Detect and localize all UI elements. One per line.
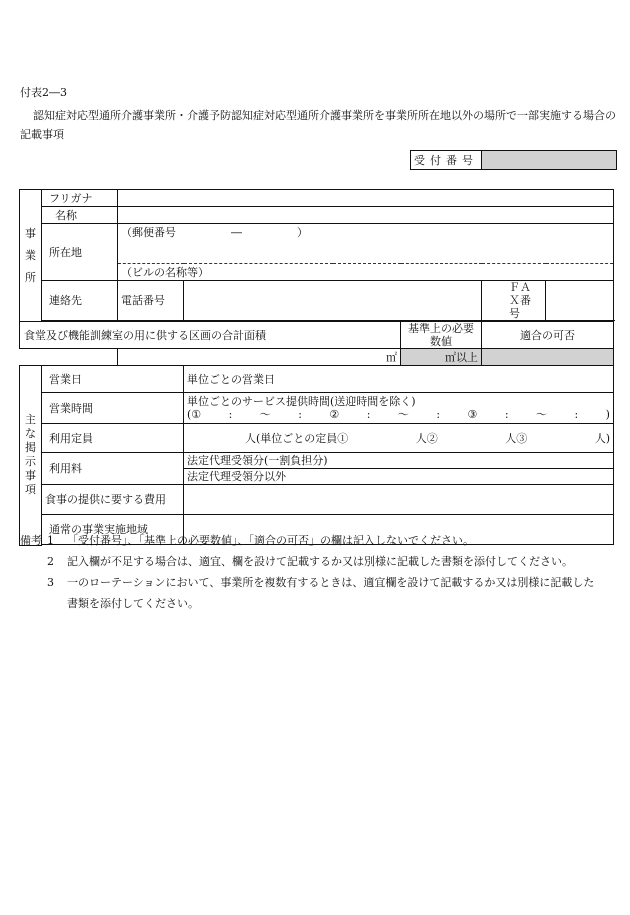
business-hours-text: 単位ごとのサービス提供時間(送迎時間を除く): [187, 395, 416, 408]
capacity-part-3: 人③: [505, 431, 528, 445]
phone-label: 電話番号: [118, 281, 184, 321]
building-name-label: （ビルの名称等）: [121, 265, 209, 279]
main-items-section-label: 主な掲示事項: [20, 366, 42, 546]
hours-slot-0: (①: [187, 408, 202, 421]
business-hours-slots: [187, 408, 610, 421]
capacity-part-1: 人(単位ごとの定員①: [245, 431, 349, 445]
note-1-number: 1: [47, 534, 54, 547]
note-2-number: 2: [47, 555, 54, 568]
postal-code-dash: ―: [231, 226, 242, 239]
hours-slot-9: :: [504, 408, 509, 421]
address-label: 所在地: [42, 224, 118, 281]
suitability-field: [482, 349, 614, 366]
service-region-label: 通常の事業実施地域: [42, 515, 184, 545]
hours-slot-6: ～: [397, 408, 409, 421]
receipt-number-field[interactable]: [482, 151, 617, 170]
hours-slot-4: ②: [329, 408, 340, 421]
postal-code-label: （郵便番号: [121, 226, 176, 239]
form-number: 付表2―3: [20, 86, 67, 99]
required-value-label: 基準上の必要数値: [401, 322, 482, 349]
form-title: 認知症対応型通所介護事業所・介護予防認知症対応型通所介護事業所を事業所所在地以外の場所で一部実施する場合の記載事項: [20, 109, 616, 141]
hours-slot-2: ～: [259, 408, 271, 421]
meal-cost-label: 食事の提供に要する費用: [42, 485, 184, 515]
furigana-label: フリガナ: [42, 190, 118, 207]
required-value-field: [401, 349, 482, 366]
required-unit: ㎡以上: [445, 350, 478, 364]
capacity-field[interactable]: [184, 424, 614, 453]
business-hours-label: 営業時間: [42, 393, 184, 424]
note-2-text: 記入欄が不足する場合は、適宜、欄を設けて記載するか又は別様に記載した書類を添付してください。: [67, 555, 573, 568]
fax-field[interactable]: [546, 281, 614, 321]
postal-code-field[interactable]: [118, 224, 614, 264]
receipt-number-table: [410, 150, 617, 170]
hours-slot-11: :: [574, 408, 579, 421]
notes-section: [20, 530, 620, 614]
area-unit: ㎡: [386, 350, 397, 364]
office-section-label: 事業所: [20, 190, 42, 322]
hours-slot-7: :: [436, 408, 441, 421]
suitability-label: 適合の可否: [482, 322, 614, 349]
note-3-number: 3: [47, 576, 54, 589]
notes-heading: 備考: [20, 534, 42, 547]
fee-line-1[interactable]: 法定代理受領分(一割負担分): [184, 453, 614, 469]
area-value-field[interactable]: [118, 349, 401, 366]
furigana-field[interactable]: [118, 190, 614, 207]
fee-label: 利用料: [42, 453, 184, 485]
fee-line-2[interactable]: 法定代理受領分以外: [184, 469, 614, 485]
contact-label: 連絡先: [42, 281, 118, 321]
hours-slot-1: :: [228, 408, 233, 421]
area-label: 食堂及び機能訓練室の用に供する区画の合計面積: [20, 322, 401, 349]
note-1-text: 「受付番号」、「基準上の必要数値」、「適合の可否」の欄は記入しないでください。: [67, 534, 474, 547]
note-3-continuation: 書類を添付してください。: [67, 597, 199, 610]
hours-slot-8: ③: [467, 408, 478, 421]
business-hours-field[interactable]: [184, 393, 614, 424]
business-day-field[interactable]: 単位ごとの営業日: [184, 366, 614, 393]
capacity-part-2: 人②: [415, 431, 438, 445]
hours-slot-10: ～: [536, 408, 548, 421]
phone-field[interactable]: [184, 281, 482, 321]
postal-code-close: ）: [297, 226, 308, 239]
building-name-field[interactable]: [118, 264, 614, 281]
capacity-part-4: 人): [594, 431, 611, 445]
name-field[interactable]: [118, 207, 614, 224]
name-label: 名称: [42, 207, 118, 224]
hours-slot-12: ): [605, 408, 610, 421]
receipt-number-label: 受付番号: [411, 151, 482, 170]
note-3-text: 一のローテーションにおいて、事業所を複数有するときは、適宜欄を設けて記載するか又は別様に記載した: [67, 576, 595, 589]
form-table: [19, 189, 614, 546]
fax-label: ＦＡＸ番号: [482, 281, 546, 321]
meal-cost-field[interactable]: [184, 485, 614, 515]
hours-slot-3: :: [298, 408, 302, 421]
hours-slot-5: :: [366, 408, 371, 421]
business-day-label: 営業日: [42, 366, 184, 393]
capacity-label: 利用定員: [42, 424, 184, 453]
